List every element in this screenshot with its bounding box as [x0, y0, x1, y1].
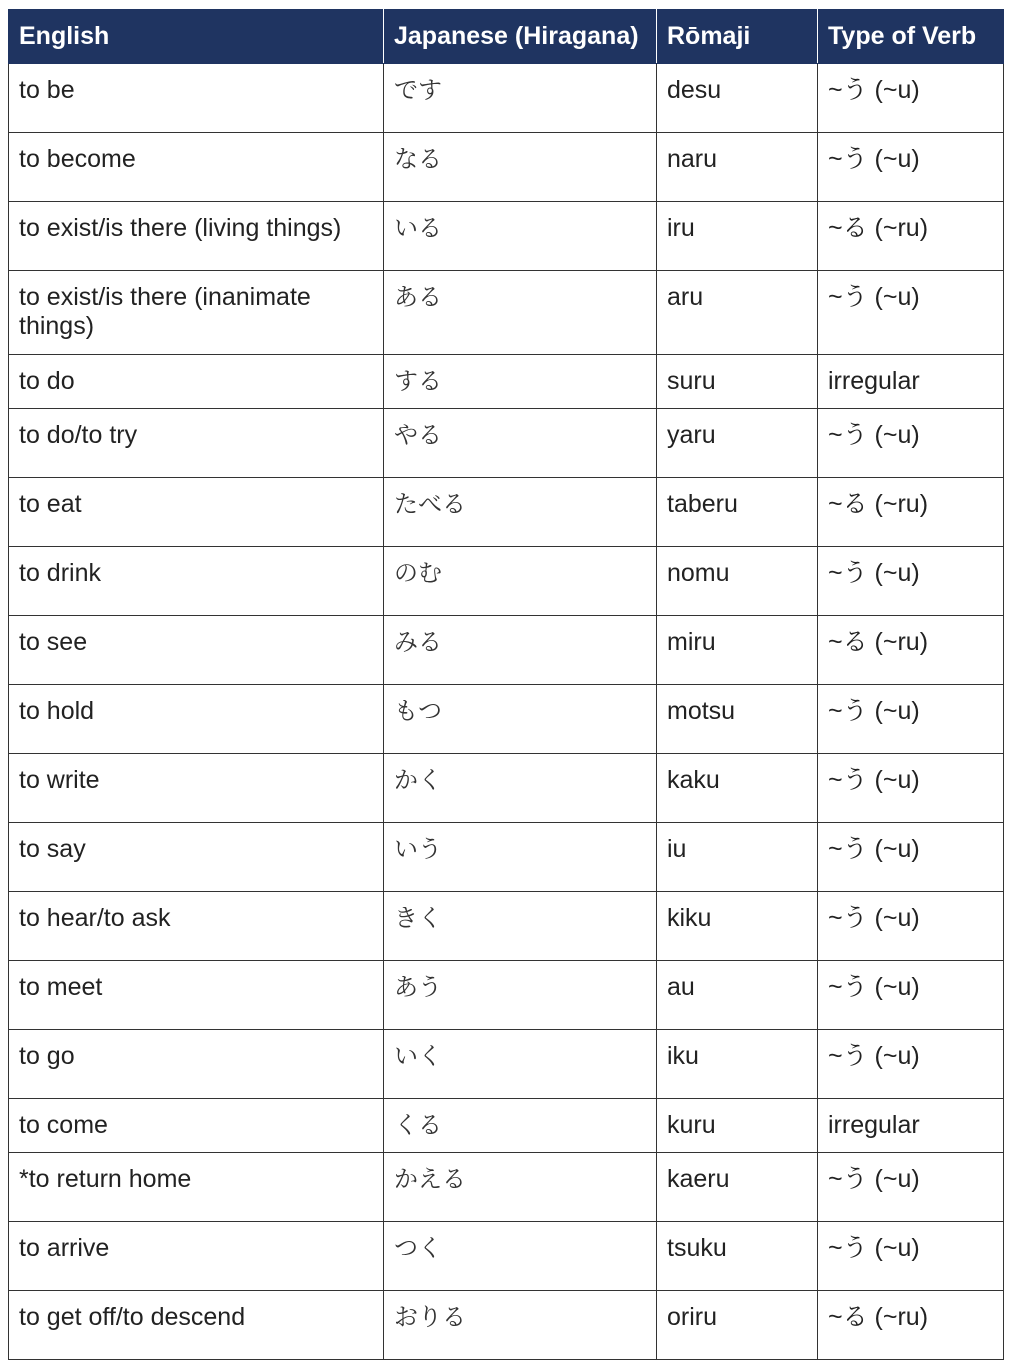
- cell-english: to meet: [9, 961, 384, 1030]
- cell-romaji: au: [657, 961, 818, 1030]
- cell-verb-type: ~う (~u): [818, 961, 1004, 1030]
- cell-japanese: いう: [384, 823, 657, 892]
- cell-japanese: つく: [384, 1222, 657, 1291]
- cell-verb-type: ~う (~u): [818, 1153, 1004, 1222]
- table-row: [9, 547, 1004, 616]
- cell-japanese: いく: [384, 1030, 657, 1099]
- cell-romaji: miru: [657, 616, 818, 685]
- cell-english: to exist/is there (living things): [9, 202, 384, 271]
- cell-japanese: みる: [384, 616, 657, 685]
- table-row: [9, 616, 1004, 685]
- cell-verb-type: ~る (~ru): [818, 616, 1004, 685]
- table-row: [9, 202, 1004, 271]
- cell-japanese: する: [384, 355, 657, 409]
- cell-romaji: nomu: [657, 547, 818, 616]
- cell-romaji: kaeru: [657, 1153, 818, 1222]
- cell-japanese: やる: [384, 409, 657, 478]
- cell-romaji: iru: [657, 202, 818, 271]
- cell-verb-type: irregular: [818, 1099, 1004, 1153]
- cell-romaji: desu: [657, 64, 818, 133]
- cell-romaji: taberu: [657, 478, 818, 547]
- cell-verb-type: ~う (~u): [818, 823, 1004, 892]
- cell-romaji: tsuku: [657, 1222, 818, 1291]
- cell-english: to hear/to ask: [9, 892, 384, 961]
- cell-japanese: たべる: [384, 478, 657, 547]
- cell-romaji: naru: [657, 133, 818, 202]
- cell-english: to do: [9, 355, 384, 409]
- cell-english: to drink: [9, 547, 384, 616]
- cell-english: to say: [9, 823, 384, 892]
- cell-romaji: kuru: [657, 1099, 818, 1153]
- cell-verb-type: ~う (~u): [818, 271, 1004, 355]
- table-row: [9, 685, 1004, 754]
- cell-japanese: かえる: [384, 1153, 657, 1222]
- cell-english: to be: [9, 64, 384, 133]
- cell-english: *to return home: [9, 1153, 384, 1222]
- cell-romaji: iu: [657, 823, 818, 892]
- cell-english: to eat: [9, 478, 384, 547]
- cell-romaji: suru: [657, 355, 818, 409]
- cell-japanese: あう: [384, 961, 657, 1030]
- cell-verb-type: ~る (~ru): [818, 202, 1004, 271]
- cell-verb-type: ~う (~u): [818, 64, 1004, 133]
- cell-verb-type: ~う (~u): [818, 754, 1004, 823]
- table-body: [9, 64, 1004, 1360]
- verb-table: [8, 9, 1004, 1360]
- cell-japanese: のむ: [384, 547, 657, 616]
- cell-japanese: おりる: [384, 1291, 657, 1360]
- cell-romaji: yaru: [657, 409, 818, 478]
- header-verb-type: Type of Verb: [818, 10, 1004, 64]
- cell-english: to write: [9, 754, 384, 823]
- cell-romaji: kaku: [657, 754, 818, 823]
- cell-verb-type: ~る (~ru): [818, 478, 1004, 547]
- verb-table-container: [8, 9, 1004, 1360]
- cell-japanese: です: [384, 64, 657, 133]
- table-row: [9, 823, 1004, 892]
- table-row: [9, 754, 1004, 823]
- cell-japanese: いる: [384, 202, 657, 271]
- cell-japanese: くる: [384, 1099, 657, 1153]
- cell-english: to come: [9, 1099, 384, 1153]
- header-japanese: Japanese (Hiragana): [384, 10, 657, 64]
- cell-english: to get off/to descend: [9, 1291, 384, 1360]
- table-row: [9, 892, 1004, 961]
- table-row: [9, 1030, 1004, 1099]
- cell-verb-type: ~う (~u): [818, 685, 1004, 754]
- cell-verb-type: ~う (~u): [818, 547, 1004, 616]
- cell-romaji: iku: [657, 1030, 818, 1099]
- cell-english: to see: [9, 616, 384, 685]
- cell-verb-type: ~う (~u): [818, 1030, 1004, 1099]
- cell-japanese: ある: [384, 271, 657, 355]
- table-row: [9, 64, 1004, 133]
- cell-english: to go: [9, 1030, 384, 1099]
- cell-verb-type: ~る (~ru): [818, 1291, 1004, 1360]
- cell-romaji: motsu: [657, 685, 818, 754]
- table-row: [9, 1291, 1004, 1360]
- cell-japanese: かく: [384, 754, 657, 823]
- cell-verb-type: irregular: [818, 355, 1004, 409]
- cell-english: to do/to try: [9, 409, 384, 478]
- cell-romaji: oriru: [657, 1291, 818, 1360]
- table-row: [9, 355, 1004, 409]
- cell-verb-type: ~う (~u): [818, 409, 1004, 478]
- cell-japanese: きく: [384, 892, 657, 961]
- cell-english: to arrive: [9, 1222, 384, 1291]
- cell-japanese: なる: [384, 133, 657, 202]
- table-row: [9, 133, 1004, 202]
- table-row: [9, 1222, 1004, 1291]
- table-row: [9, 1153, 1004, 1222]
- cell-romaji: kiku: [657, 892, 818, 961]
- header-romaji: Rōmaji: [657, 10, 818, 64]
- header-english: English: [9, 10, 384, 64]
- cell-verb-type: ~う (~u): [818, 1222, 1004, 1291]
- cell-english: to exist/is there (inanimate things): [9, 271, 384, 355]
- table-row: [9, 478, 1004, 547]
- cell-japanese: もつ: [384, 685, 657, 754]
- table-row: [9, 1099, 1004, 1153]
- cell-verb-type: ~う (~u): [818, 892, 1004, 961]
- table-row: [9, 271, 1004, 355]
- table-row: [9, 961, 1004, 1030]
- header-row: [9, 10, 1004, 64]
- cell-english: to hold: [9, 685, 384, 754]
- cell-verb-type: ~う (~u): [818, 133, 1004, 202]
- table-row: [9, 409, 1004, 478]
- cell-english: to become: [9, 133, 384, 202]
- cell-romaji: aru: [657, 271, 818, 355]
